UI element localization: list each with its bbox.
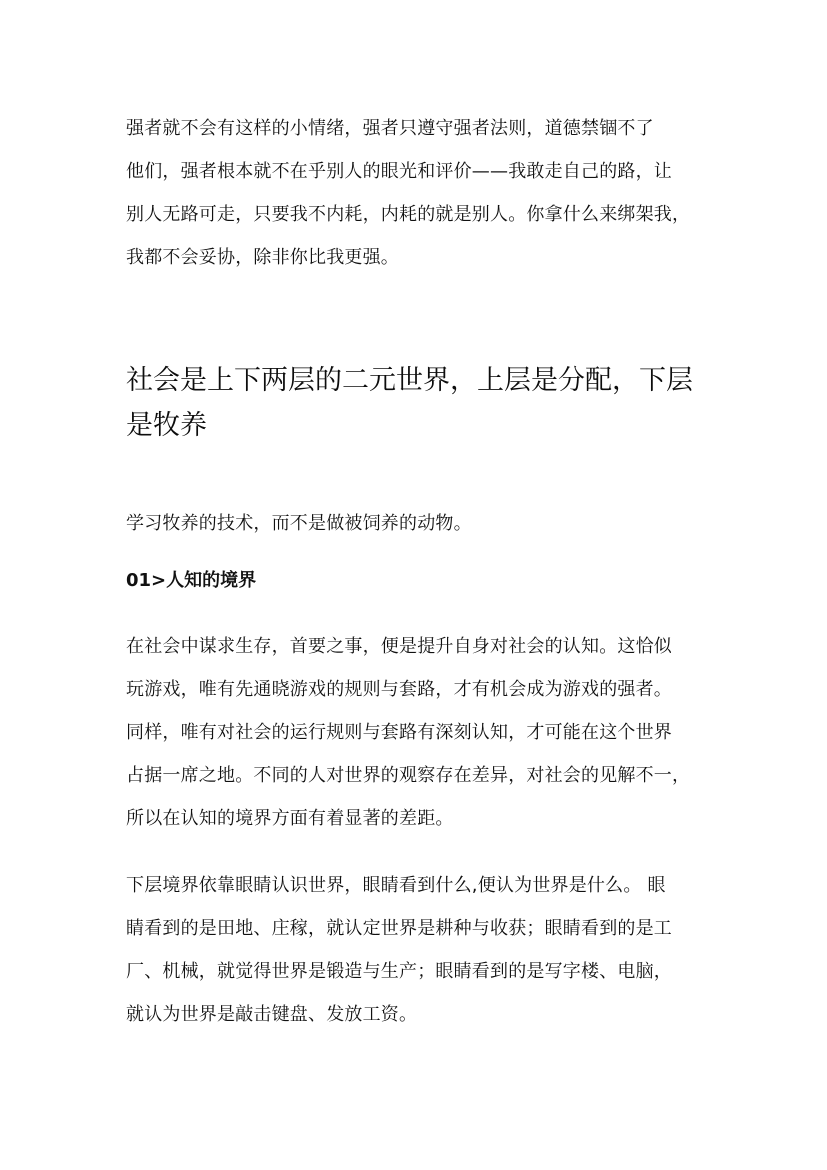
- text-line: 学习牧养的技术，而不是做被饲养的动物。: [126, 513, 472, 534]
- text-line: 他们，强者根本就不在乎别人的眼光和评价——我敢走自己的路，让: [126, 161, 672, 182]
- text-line: 在社会中谋求生存，首要之事，便是提升自身对社会的认知。这恰似: [126, 636, 672, 657]
- text-line: 玩游戏，唯有先通晓游戏的规则与套路，才有机会成为游戏的强者。: [126, 679, 672, 700]
- intro-paragraph: [126, 502, 716, 545]
- text-line: 我都不会妥协，除非你比我更强。: [126, 247, 399, 268]
- subsection-title: 01>人知的境界: [126, 570, 257, 591]
- text-line: 厂、机械，就觉得世界是锻造与生产；眼睛看到的是写字楼、电脑，: [126, 961, 672, 982]
- title-line: 是牧养: [126, 410, 207, 441]
- text-line: 就认为世界是敲击键盘、发放工资。: [126, 1004, 418, 1025]
- text-line: 下层境界依靠眼睛认识世界，眼睛看到什么,便认为世界是什么。 眼: [126, 875, 666, 896]
- text-line: 所以在认知的境界方面有着显著的差距。: [126, 808, 454, 829]
- paragraph-cognition: [126, 625, 716, 840]
- title-line: 社会是上下两层的二元世界，上层是分配，下层: [126, 365, 693, 396]
- text-line: 同样，唯有对社会的运行规则与套路有深刻认知，才可能在这个世界: [126, 722, 672, 743]
- text-line: 别人无路可走，只要我不内耗，内耗的就是别人。你拿什么来绑架我，: [126, 204, 691, 225]
- section-title: [126, 358, 726, 448]
- text-line: 占据一席之地。不同的人对世界的观察存在差异，对社会的见解不一，: [126, 765, 691, 786]
- text-line: 强者就不会有这样的小情绪，强者只遵守强者法则，道德禁锢不了: [126, 118, 654, 139]
- paragraph-lower-level: [126, 864, 716, 1036]
- text-line: 睛看到的是田地、庄稼，就认定世界是耕种与收获；眼睛看到的是工: [126, 918, 672, 939]
- paragraph-strong-rules: [126, 107, 716, 279]
